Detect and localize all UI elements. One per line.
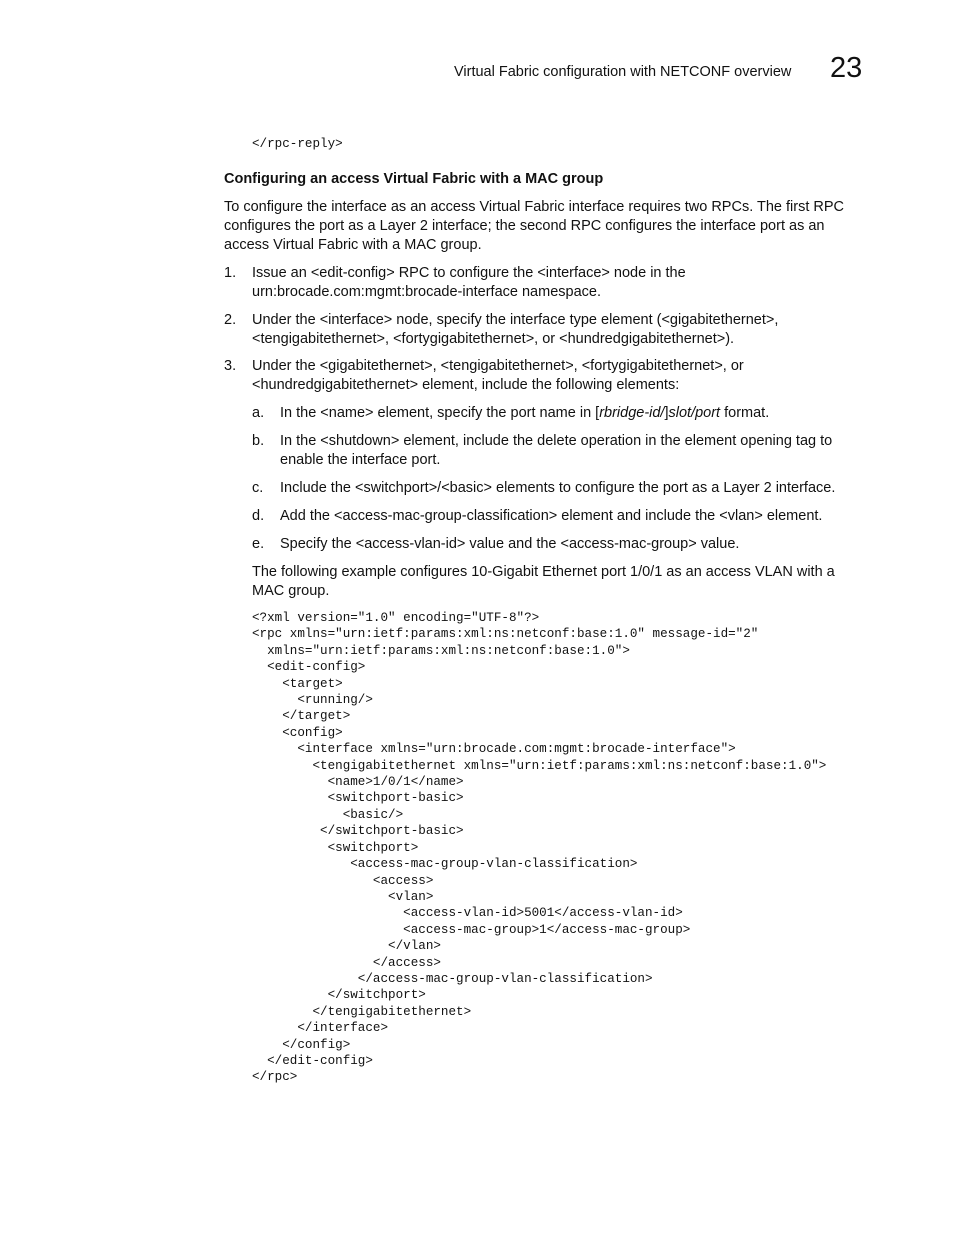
substep-text: In the <shutdown> element, include the delete operation in the element opening tag to enable the interface port.	[280, 433, 833, 468]
code-line: <access-mac-group>1</access-mac-group>	[252, 922, 691, 937]
code-line: <target>	[252, 676, 343, 691]
substep-letter: b.	[252, 433, 265, 449]
substep-e	[252, 535, 864, 554]
substep-letter: d.	[252, 508, 265, 524]
intro-paragraph: To configure the interface as an access Virtual Fabric interface requires two RPCs. The first RPC configures the port as a Layer 2 interface; the second RPC configures the interface port as an access Virtual Fabric with a MAC group.	[224, 199, 845, 253]
step-1	[224, 264, 864, 302]
code-line: xmlns="urn:ietf:params:xml:ns:netconf:base:1.0">	[252, 643, 630, 658]
substep-c	[252, 479, 864, 498]
substep-text: Specify the <access-vlan-id> value and the <access-mac-group> value.	[280, 536, 740, 552]
code-line: <access-mac-group-vlan-classification>	[252, 857, 638, 872]
code-line: </tengigabitethernet>	[252, 1004, 472, 1019]
substep-letter: a.	[252, 405, 265, 421]
code-line: </switchport-basic>	[252, 824, 464, 839]
substep-letter: e.	[252, 536, 265, 552]
step-text: Under the <gigabitethernet>, <tengigabitethernet>, <fortygigabitethernet>, or <hundredgigabitethernet> element, include the following elements:	[252, 358, 744, 393]
code-line: <running/>	[252, 693, 373, 708]
code-line: </switchport>	[252, 988, 426, 1003]
step-number: 3.	[224, 358, 237, 374]
section-heading: Configuring an access Virtual Fabric with a MAC group	[224, 171, 604, 187]
code-line: <access>	[252, 873, 434, 888]
code-line: <basic/>	[252, 807, 404, 822]
code-line: </interface>	[252, 1021, 389, 1036]
step-text: Issue an <edit-config> RPC to configure the <interface> node in the urn:brocade.com:mgmt:brocade-interface namespace.	[252, 265, 686, 300]
code-line: <edit-config>	[252, 660, 366, 675]
chapter-number: 23	[830, 52, 863, 84]
substep-text: In the <name> element, specify the port name in [rbridge-id/]slot/port format.	[280, 405, 770, 421]
closing-rpc-reply-code: </rpc-reply>	[252, 137, 343, 151]
step-text: Under the <interface> node, specify the interface type element (<gigabitethernet>, <tengigabitethernet>, <fortygigabitethernet>, or <hundredgigabitethernet>).	[252, 312, 779, 347]
code-line: </vlan>	[252, 939, 441, 954]
code-line: <?xml version="1.0" encoding="UTF-8"?>	[252, 611, 540, 625]
substep-letter: c.	[252, 480, 264, 496]
code-line: </config>	[252, 1037, 351, 1052]
substep-a	[252, 404, 864, 423]
substep-text: Add the <access-mac-group-classification> element and include the <vlan> element.	[280, 508, 823, 524]
xml-code-example	[252, 610, 826, 1086]
code-line: <switchport-basic>	[252, 791, 464, 806]
code-line: <rpc xmlns="urn:ietf:params:xml:ns:netconf:base:1.0" message-id="2"	[252, 627, 759, 642]
substep-d	[252, 507, 864, 526]
step-number: 1.	[224, 265, 237, 281]
code-line: </target>	[252, 709, 351, 724]
step-3	[224, 357, 864, 395]
code-line: <access-vlan-id>5001</access-vlan-id>	[252, 906, 683, 921]
step-2	[224, 311, 864, 349]
substep-text: Include the <switchport>/<basic> elements to configure the port as a Layer 2 interface.	[280, 480, 836, 496]
code-line: <switchport>	[252, 840, 419, 855]
code-line: <config>	[252, 725, 343, 740]
code-line: </rpc>	[252, 1070, 298, 1085]
code-line: </access>	[252, 955, 441, 970]
code-line: <name>1/0/1</name>	[252, 775, 464, 790]
example-intro: The following example configures 10-Gigabit Ethernet port 1/0/1 as an access VLAN with a MAC group.	[252, 564, 835, 599]
code-line: </edit-config>	[252, 1053, 373, 1068]
running-header-title: Virtual Fabric configuration with NETCONF overview	[454, 64, 792, 80]
substep-b	[252, 432, 864, 470]
code-line: </access-mac-group-vlan-classification>	[252, 971, 653, 986]
code-line: <interface xmlns="urn:brocade.com:mgmt:brocade-interface">	[252, 742, 736, 757]
code-line: <vlan>	[252, 889, 434, 904]
code-line: <tengigabitethernet xmlns="urn:ietf:params:xml:ns:netconf:base:1.0">	[252, 758, 827, 773]
step-number: 2.	[224, 312, 237, 328]
